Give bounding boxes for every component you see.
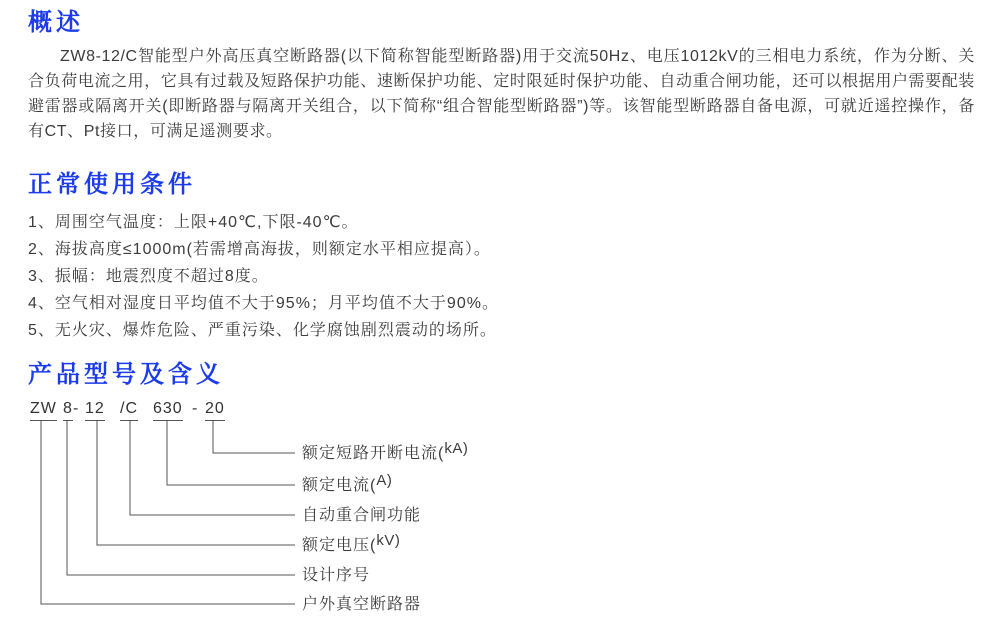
label-text: 额定电流(: [302, 477, 377, 494]
label-unit: A): [376, 472, 393, 489]
condition-item-5: 5、无火灾、爆炸危险、严重污染、化学腐蚀剧烈震动的场所。: [28, 322, 497, 339]
connector-reclose: [130, 420, 295, 515]
model-label-reclose: [302, 506, 421, 526]
model-segment-current: 630: [153, 400, 183, 421]
model-label-rated-current: [302, 472, 393, 496]
connector-design-no: [67, 420, 295, 575]
label-text: 自动重合闸功能: [302, 507, 422, 524]
condition-item-3: 3、振幅：地震烈度不超过8度。: [28, 268, 269, 285]
model-connector-lines: [0, 418, 320, 618]
condition-item-1: 1、周围空气温度：上限+40℃,下限-40℃。: [28, 214, 359, 231]
overview-paragraph: ZW8-12/C智能型户外高压真空断路器(以下简称智能型断路器)用于交流50Hz、电压1012kV的三相电力系统，作为分断、关合负荷电流之用，它具有过载及短路保护功能、速断保护功能、定时限延时保护功能、自动重合闸功能，还可以根据用户需要配装避雷器或隔离开关(即断路器与隔离开关组合，以下简称“组合智能型断路器”)等。该智能型断路器自备电源，可就近遥控操作，备有CT、Pt接口，可满足遥测要求。: [28, 48, 975, 140]
model-label-rated-voltage: [302, 532, 401, 556]
conditions-list: [28, 209, 975, 344]
model-label-series: [302, 595, 421, 615]
model-segment-voltage: 12: [85, 400, 105, 421]
model-segment-series: ZW: [30, 400, 57, 421]
model-segment-dash-2: -: [192, 400, 199, 417]
model-segment-dash-1: -: [73, 400, 80, 417]
model-label-breaking-current: [302, 440, 469, 464]
connector-rated-current: [167, 420, 295, 485]
model-heading: 产品型号及含义: [28, 361, 224, 388]
overview-heading: 概述: [28, 9, 84, 36]
label-unit: kV): [376, 532, 401, 549]
label-text: 户外真空断路器: [302, 596, 422, 613]
model-segment-reclose: /C: [120, 400, 138, 421]
label-unit: kA): [444, 440, 469, 457]
connector-breaking-current: [213, 420, 295, 453]
label-text: 设计序号: [302, 567, 371, 584]
model-label-design-no: [302, 566, 370, 586]
connector-series: [41, 420, 295, 604]
label-text: 额定电压(: [302, 537, 377, 554]
label-text: 额定短路开断电流(: [302, 445, 445, 462]
condition-item-4: 4、空气相对湿度日平均值不大于95%；月平均值不大于90%。: [28, 295, 499, 312]
conditions-heading: 正常使用条件: [28, 171, 196, 198]
model-segment-breaking-current: 20: [205, 400, 225, 421]
model-code: [28, 400, 288, 424]
connector-rated-voltage: [97, 420, 295, 545]
condition-item-2: 2、海拔高度≤1000m(若需增高海拔，则额定水平相应提高）。: [28, 241, 491, 258]
model-segment-design-no: 8: [63, 400, 73, 421]
